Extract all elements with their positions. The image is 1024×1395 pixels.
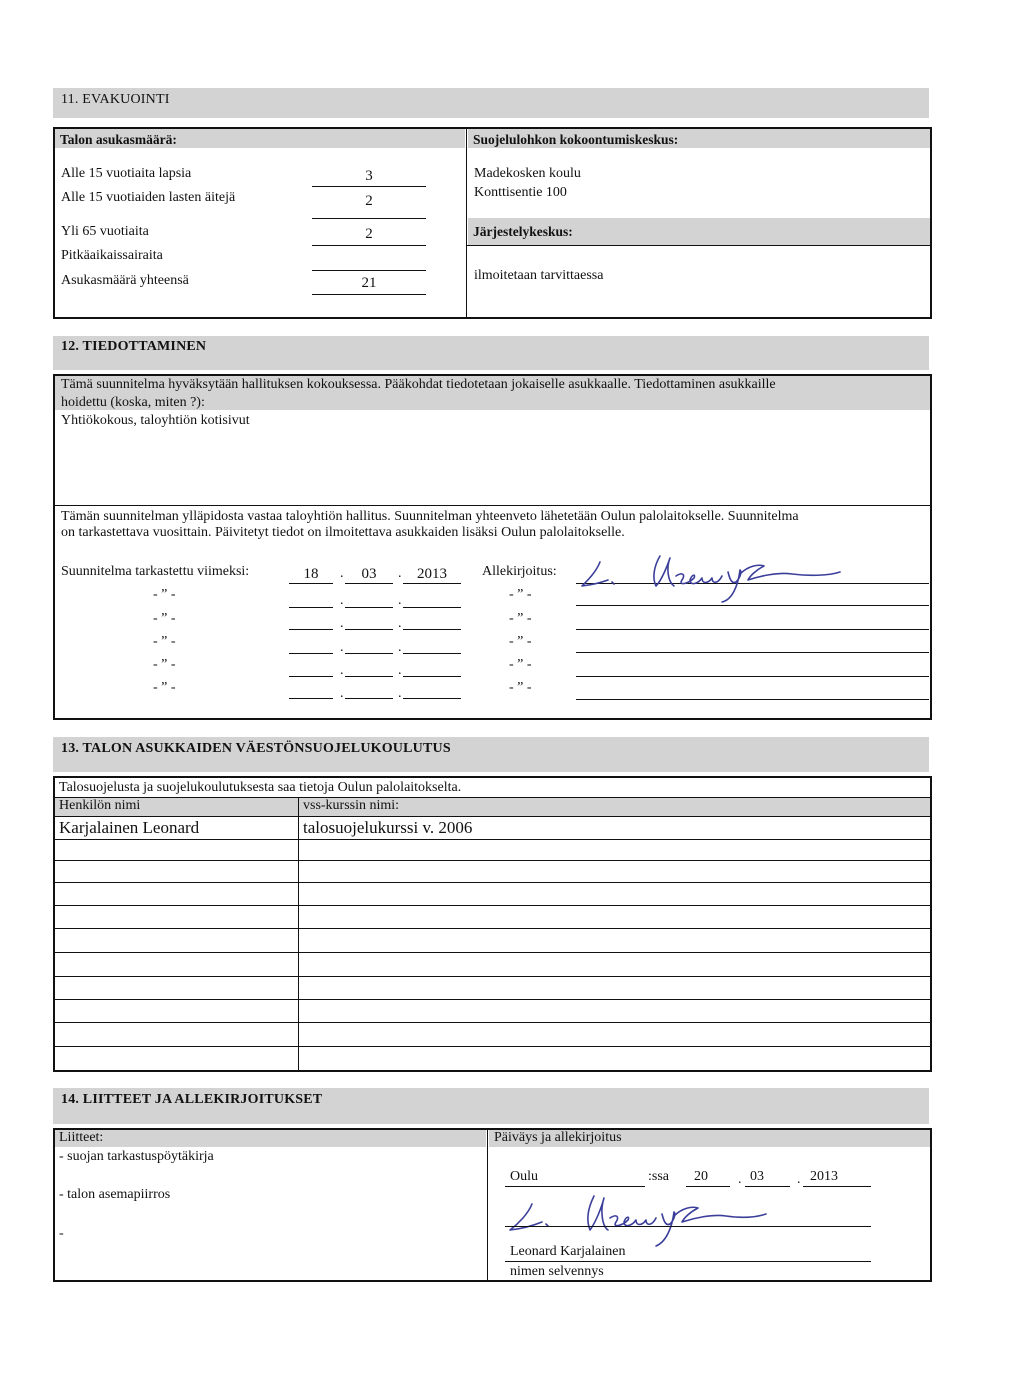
training-row-line <box>54 905 931 906</box>
org-center-header <box>468 218 930 245</box>
sign-day: 20 <box>694 1169 708 1184</box>
ditto-mark: - ” - <box>509 634 532 649</box>
date-dot: . <box>398 640 402 655</box>
col-header-course: vss-kurssin nimi: <box>303 798 400 813</box>
blank-line <box>345 676 393 677</box>
section-13-header <box>53 737 929 772</box>
resident-row-value: 21 <box>361 275 377 291</box>
resident-row-label: Alle 15 vuotiaiden lasten äitejä <box>61 190 236 205</box>
section-13-title: 13. TALON ASUKKAIDEN VÄESTÖNSUOJELUKOULUTUS <box>61 741 451 756</box>
resident-row-label: Pitkäaikaissairaita <box>61 248 163 263</box>
ditto-mark: - ” - <box>509 587 532 602</box>
training-info: Talosuojelusta ja suojelukoulutuksesta saa tietoja Oulun palolaitokselta. <box>59 780 462 795</box>
resident-row-label: Yli 65 vuotiaita <box>61 224 149 239</box>
blank-line <box>403 698 461 699</box>
blank-line <box>289 653 333 654</box>
ditto-mark: - ” - <box>509 657 532 672</box>
date-dot: . <box>340 616 344 631</box>
training-row-line <box>54 882 931 883</box>
blank-line <box>345 607 393 608</box>
signature-label: Allekirjoitus: <box>482 564 557 579</box>
date-dot: . <box>340 593 344 608</box>
section-11-title: 11. EVAKUOINTI <box>61 92 170 107</box>
residents-header <box>55 129 465 148</box>
org-center-value: ilmoitetaan tarvittaessa <box>474 268 604 283</box>
attachment-item: - <box>59 1226 64 1241</box>
training-row-line <box>54 1022 931 1023</box>
maintenance-line: on tarkastettava vuosittain. Päivitetyt tiedot on ilmoitettava asukkaiden lisäksi Oulun palolaitokselle. <box>61 525 625 540</box>
blank-line <box>403 676 461 677</box>
checked-month: 03 <box>361 566 377 582</box>
org-center-header-label: Järjestelykeskus: <box>473 224 573 239</box>
org-center-divider <box>467 245 931 246</box>
date-dot: . <box>340 640 344 655</box>
assembly-header <box>468 129 930 148</box>
col-header-name: Henkilön nimi <box>59 798 141 813</box>
date-dot: . <box>398 663 402 678</box>
resident-row-value: 2 <box>365 226 373 242</box>
training-row-line <box>54 928 931 929</box>
info-prompt-line: hoidettu (koska, miten ?): <box>61 395 205 410</box>
attachments-header: Liitteet: <box>59 1130 104 1145</box>
signer-name: Leonard Karjalainen <box>510 1244 626 1259</box>
blank-line <box>403 653 461 654</box>
trainee-name: Karjalainen Leonard <box>59 818 200 837</box>
attachments-divider <box>487 1129 488 1281</box>
checked-label: Suunnitelma tarkastettu viimeksi: <box>61 564 250 579</box>
trainee-course: talosuojelukurssi v. 2006 <box>303 818 473 837</box>
assembly-line: Konttisentie 100 <box>474 185 567 200</box>
training-row-line <box>54 860 931 861</box>
resident-row-value: 3 <box>365 168 373 184</box>
blank-line <box>686 1186 730 1187</box>
ditto-mark: - ” - <box>153 587 176 602</box>
date-dot: . <box>797 1172 801 1187</box>
training-row-line <box>54 976 931 977</box>
date-dot: . <box>398 593 402 608</box>
ditto-mark: - ” - <box>509 611 532 626</box>
evacuation-divider <box>466 128 467 318</box>
training-col-header-band <box>55 798 930 816</box>
section-14-title: 14. LIITTEET JA ALLEKIRJOITUKSET <box>61 1092 323 1107</box>
resident-row-label: Asukasmäärä yhteensä <box>61 273 189 288</box>
blank-line <box>505 1186 645 1187</box>
blank-line <box>289 698 333 699</box>
attachments-header-band <box>55 1130 486 1147</box>
ditto-mark: - ” - <box>509 680 532 695</box>
training-row-line <box>54 1046 931 1047</box>
blank-line <box>576 629 929 630</box>
handwritten-signature <box>578 550 848 605</box>
sign-month: 03 <box>750 1169 764 1184</box>
training-row-line <box>54 952 931 953</box>
ditto-mark: - ” - <box>153 634 176 649</box>
blank-line <box>345 583 393 584</box>
handwritten-signature <box>508 1190 778 1250</box>
blank-line <box>576 605 929 606</box>
resident-value-line <box>312 218 426 219</box>
section-12-title: 12. TIEDOTTAMINEN <box>61 339 207 354</box>
assembly-line: Madekosken koulu <box>474 166 581 181</box>
blank-line <box>289 676 333 677</box>
date-header: Päiväys ja allekirjoitus <box>494 1130 622 1145</box>
residents-header-label: Talon asukasmäärä: <box>60 132 177 147</box>
info-answer: Yhtiökokous, taloyhtiön kotisivut <box>61 413 250 428</box>
resident-value-line <box>312 294 426 295</box>
date-dot: . <box>340 566 344 581</box>
signer-name-caption: nimen selvennys <box>510 1264 604 1279</box>
sign-ssa: :ssa <box>648 1169 669 1184</box>
date-dot: . <box>398 616 402 631</box>
resident-value-line <box>312 245 426 246</box>
maintenance-line: Tämän suunnitelman ylläpidosta vastaa taloyhtiön hallitus. Suunnitelman yhteenveto lähetetään Oulun palolaitokselle. Suunnitelma <box>61 509 799 524</box>
section-12-header <box>53 336 929 370</box>
blank-line <box>505 1261 871 1262</box>
attachment-item: - talon asemapiirros <box>59 1187 171 1202</box>
date-dot: . <box>340 686 344 701</box>
blank-line <box>803 1186 871 1187</box>
training-row-line <box>54 999 931 1000</box>
checked-day: 18 <box>303 566 319 582</box>
date-dot: . <box>340 663 344 678</box>
sign-place: Oulu <box>510 1169 538 1184</box>
blank-line <box>289 629 333 630</box>
blank-line <box>576 699 929 700</box>
date-dot: . <box>738 1172 742 1187</box>
ditto-mark: - ” - <box>153 657 176 672</box>
maintenance-divider <box>54 505 931 506</box>
training-row-line <box>54 816 931 817</box>
section-11-header <box>53 88 929 118</box>
blank-line <box>289 583 333 584</box>
resident-row-value: 2 <box>365 193 373 209</box>
ditto-mark: - ” - <box>153 680 176 695</box>
info-prompt-line: Tämä suunnitelma hyväksytään hallituksen kokouksessa. Pääkohdat tiedotetaan jokaiselle asukkaalle. Tiedottaminen asukkaille <box>61 377 776 392</box>
blank-line <box>289 607 333 608</box>
resident-value-line <box>312 186 426 187</box>
sign-year: 2013 <box>810 1169 838 1184</box>
date-dot: . <box>398 566 402 581</box>
ditto-mark: - ” - <box>153 611 176 626</box>
date-dot: . <box>398 686 402 701</box>
checked-year: 2013 <box>417 566 447 582</box>
resident-value-line <box>312 270 426 271</box>
training-row-line <box>54 839 931 840</box>
signature-line <box>505 1226 871 1227</box>
section-14-header <box>53 1088 929 1124</box>
attachment-item: - suojan tarkastuspöytäkirja <box>59 1149 214 1164</box>
blank-line <box>745 1186 790 1187</box>
blank-line <box>403 607 461 608</box>
blank-line <box>345 629 393 630</box>
assembly-header-label: Suojelulohkon kokoontumiskeskus: <box>473 132 679 147</box>
blank-line <box>576 676 929 677</box>
blank-line <box>403 629 461 630</box>
blank-line <box>345 653 393 654</box>
resident-row-label: Alle 15 vuotiaita lapsia <box>61 166 192 181</box>
blank-line <box>403 583 461 584</box>
blank-line <box>345 698 393 699</box>
blank-line <box>576 652 929 653</box>
